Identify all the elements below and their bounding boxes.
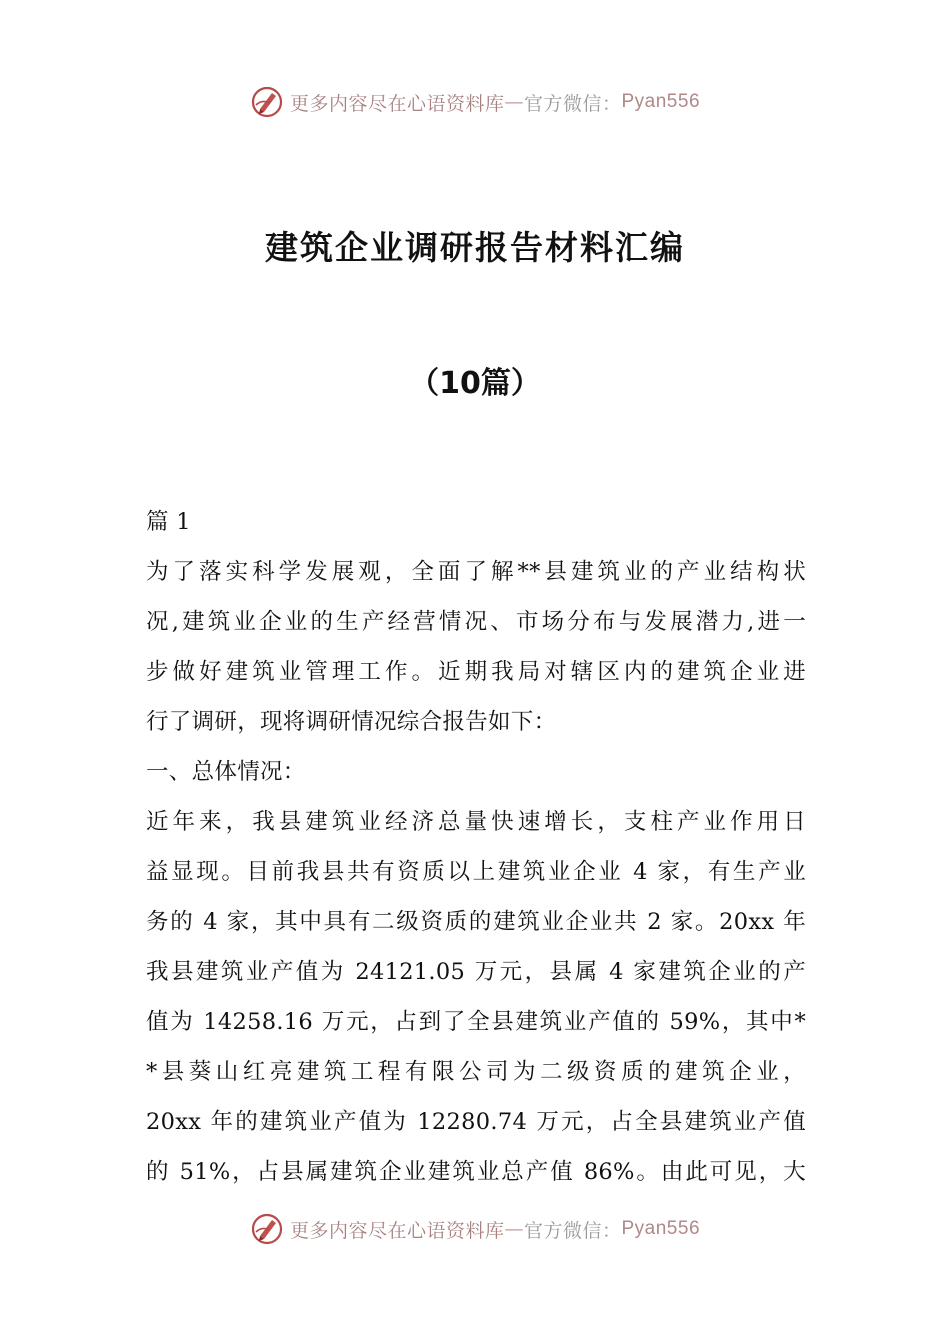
body-line: 益显现。目前我县共有资质以上建筑业企业 4 家，有生产业 [146,859,806,885]
section-heading: 一、总体情况： [146,759,306,785]
body-line: 的 51%，占县属建筑企业建筑业总产值 86%。由此可见，大 [146,1159,806,1185]
body-line: 近年来，我县建筑业经济总量快速增长，支柱产业作用日 [146,809,806,835]
body-line: 行了调研，现将调研情况综合报告如下： [146,709,557,735]
pen-logo-icon [250,85,284,119]
watermark-text: 更多内容尽在心语资料库 [289,1219,505,1242]
body-line: 我县建筑业产值为 24121.05 万元，县属 4 家建筑企业的产 [146,959,806,985]
watermark-text: 更多内容尽在心语资料库 [289,92,505,115]
body-line: 值为 14258.16 万元，占到了全县建筑业产值的 59%，其中* [146,1009,806,1035]
document-body [146,497,806,1197]
watermark-separator: — [504,1218,524,1240]
body-line: 步做好建筑业管理工作。近期我局对辖区内的建筑企业进 [146,659,806,685]
watermark-separator: — [504,91,524,113]
watermark-footer [0,1207,950,1251]
body-line: 务的 4 家，其中具有二级资质的建筑业企业共 2 家。20xx 年 [146,909,806,935]
document-subtitle: （10篇） [409,366,541,401]
body-line: 篇 1 [146,509,191,535]
body-line: 20xx 年的建筑业产值为 12280.74 万元，占全县建筑业产值 [146,1109,806,1135]
pen-logo-icon [250,1212,284,1246]
document-title: 建筑企业调研报告材料汇编 [265,228,685,267]
body-line: *县葵山红亮建筑工程有限公司为二级资质的建筑企业， [146,1059,806,1085]
watermark-wechat-id: Pyan556 [621,91,701,112]
watermark-header [0,80,950,124]
body-line: 况,建筑业企业的生产经营情况、市场分布与发展潜力,进一 [146,609,806,635]
watermark-wechat-id: Pyan556 [621,1218,701,1239]
body-line: 为了落实科学发展观，全面了解**县建筑业的产业结构状 [146,559,806,585]
watermark-wechat-label: 官方微信： [523,1219,622,1242]
watermark-wechat-label: 官方微信： [523,92,622,115]
